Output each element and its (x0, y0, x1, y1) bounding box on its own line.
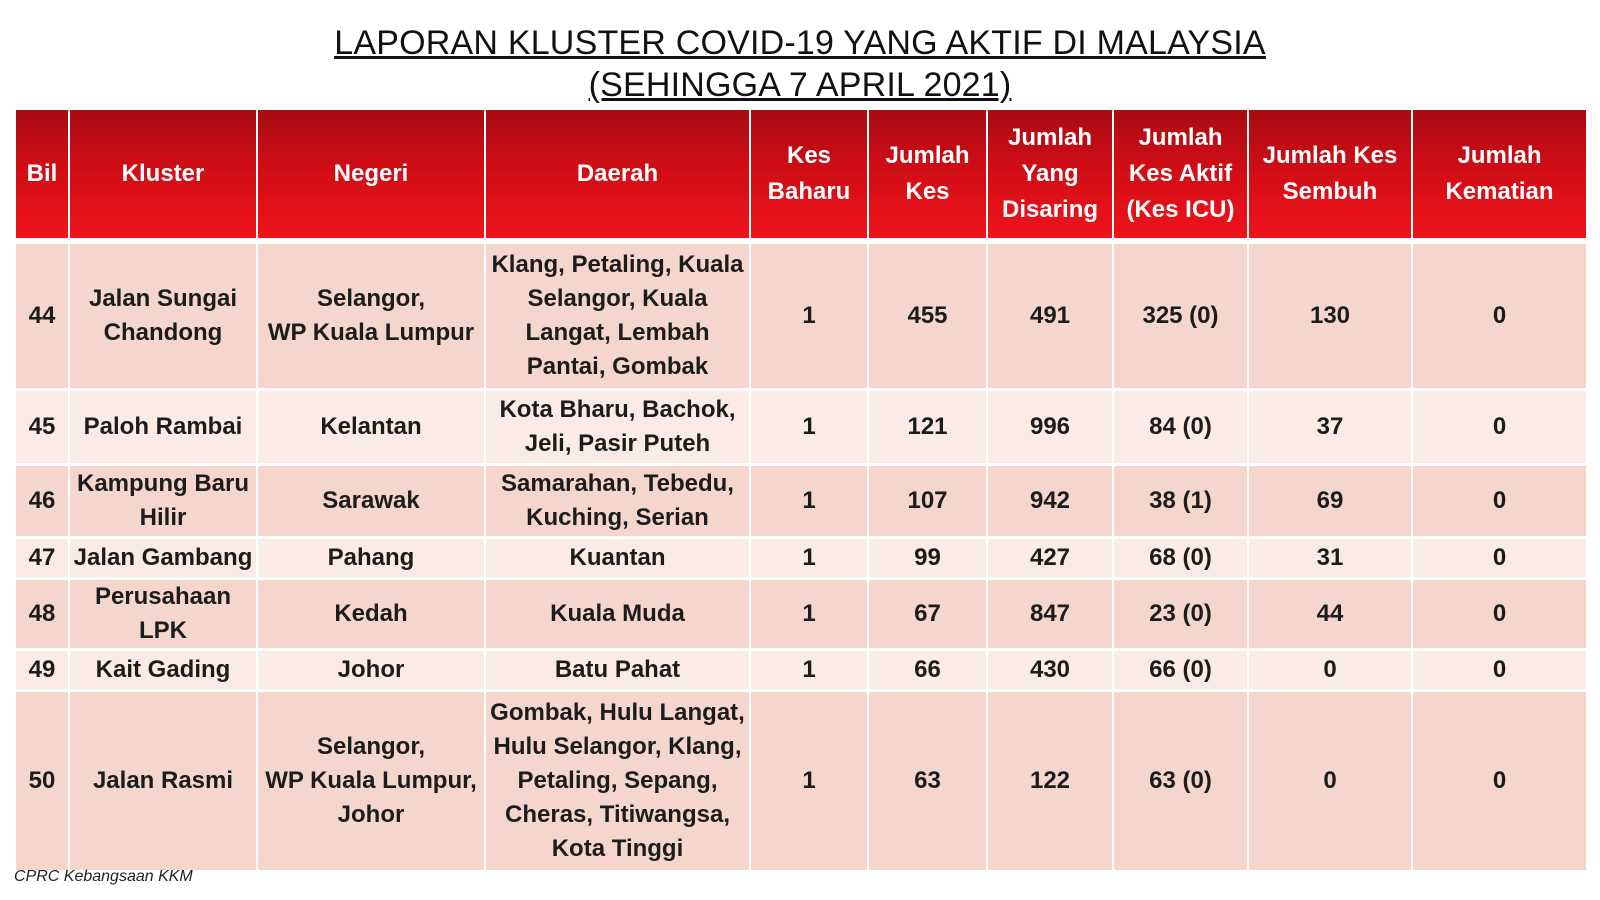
cell-daerah: Kota Bharu, Bachok, Jeli, Pasir Puteh (486, 391, 751, 466)
cell-negeri: Kelantan (258, 391, 486, 466)
cell-kes-sembuh: 31 (1249, 539, 1413, 580)
report-title-line1: LAPORAN KLUSTER COVID-19 YANG AKTIF DI MALAYSIA (334, 24, 1266, 62)
cell-kes-aktif: 63 (0) (1114, 692, 1249, 873)
cell-kes-baharu: 1 (751, 466, 869, 539)
header-jumlah-kes: Jumlah Kes (869, 110, 988, 244)
cell-negeri: Selangor, WP Kuala Lumpur, Johor (258, 692, 486, 873)
cell-jumlah-kes: 455 (869, 244, 988, 391)
cell-kematian: 0 (1413, 244, 1586, 391)
source-footer: CPRC Kebangsaan KKM (14, 868, 193, 885)
cell-kes-sembuh: 37 (1249, 391, 1413, 466)
cell-jumlah-kes: 63 (869, 692, 988, 873)
header-negeri: Negeri (258, 110, 486, 244)
cell-daerah: Kuala Muda (486, 580, 751, 651)
cell-daerah: Klang, Petaling, Kuala Selangor, Kuala Langat, Lembah Pantai, Gombak (486, 244, 751, 391)
cell-daerah: Kuantan (486, 539, 751, 580)
cell-kluster: Paloh Rambai (70, 391, 258, 466)
cell-kes-aktif: 38 (1) (1114, 466, 1249, 539)
cell-kes-baharu: 1 (751, 244, 869, 391)
header-jumlah-disaring: Jumlah Yang Disaring (988, 110, 1114, 244)
table-row (16, 651, 1586, 692)
cell-kes-baharu: 1 (751, 692, 869, 873)
cell-jumlah-kes: 66 (869, 651, 988, 692)
cell-jumlah-disaring: 430 (988, 651, 1114, 692)
table-header-row (16, 110, 1586, 244)
table-row (16, 391, 1586, 466)
cell-bil: 46 (16, 466, 70, 539)
cell-kluster: Jalan Gambang (70, 539, 258, 580)
cell-kematian: 0 (1413, 539, 1586, 580)
cell-jumlah-kes: 121 (869, 391, 988, 466)
header-daerah: Daerah (486, 110, 751, 244)
cell-kes-aktif: 325 (0) (1114, 244, 1249, 391)
header-kes-baharu: Kes Baharu (751, 110, 869, 244)
header-kes-sembuh: Jumlah Kes Sembuh (1249, 110, 1413, 244)
header-kluster: Kluster (70, 110, 258, 244)
cell-kluster: Jalan Sungai Chandong (70, 244, 258, 391)
cell-daerah: Samarahan, Tebedu, Kuching, Serian (486, 466, 751, 539)
cell-daerah: Batu Pahat (486, 651, 751, 692)
cell-kes-sembuh: 130 (1249, 244, 1413, 391)
cell-negeri: Pahang (258, 539, 486, 580)
cell-negeri: Sarawak (258, 466, 486, 539)
cell-daerah: Gombak, Hulu Langat, Hulu Selangor, Klang, Petaling, Sepang, Cheras, Titiwangsa, Kota Tinggi (486, 692, 751, 873)
cell-negeri: Kedah (258, 580, 486, 651)
cell-kes-aktif: 66 (0) (1114, 651, 1249, 692)
table-row (16, 539, 1586, 580)
cell-jumlah-disaring: 847 (988, 580, 1114, 651)
cell-bil: 45 (16, 391, 70, 466)
cell-kematian: 0 (1413, 391, 1586, 466)
cell-kes-baharu: 1 (751, 539, 869, 580)
report-title (0, 22, 1600, 106)
cell-jumlah-disaring: 122 (988, 692, 1114, 873)
cell-kes-sembuh: 44 (1249, 580, 1413, 651)
cell-jumlah-disaring: 427 (988, 539, 1114, 580)
cell-kes-sembuh: 0 (1249, 692, 1413, 873)
header-kematian: Jumlah Kematian (1413, 110, 1586, 244)
cell-jumlah-kes: 107 (869, 466, 988, 539)
cell-jumlah-kes: 67 (869, 580, 988, 651)
cell-jumlah-disaring: 491 (988, 244, 1114, 391)
header-bil: Bil (16, 110, 70, 244)
cell-kes-aktif: 23 (0) (1114, 580, 1249, 651)
cluster-table (16, 110, 1586, 873)
cell-kluster: Perusahaan LPK (70, 580, 258, 651)
cell-kes-baharu: 1 (751, 580, 869, 651)
cell-bil: 48 (16, 580, 70, 651)
cell-kematian: 0 (1413, 651, 1586, 692)
cell-bil: 49 (16, 651, 70, 692)
table-row (16, 580, 1586, 651)
cell-kematian: 0 (1413, 466, 1586, 539)
cell-negeri: Johor (258, 651, 486, 692)
cell-bil: 44 (16, 244, 70, 391)
cell-kluster: Kampung Baru Hilir (70, 466, 258, 539)
cell-kematian: 0 (1413, 580, 1586, 651)
report-title-line2: (SEHINGGA 7 APRIL 2021) (588, 66, 1012, 104)
cell-kes-sembuh: 0 (1249, 651, 1413, 692)
cell-negeri: Selangor, WP Kuala Lumpur (258, 244, 486, 391)
cell-jumlah-disaring: 996 (988, 391, 1114, 466)
cell-kes-aktif: 68 (0) (1114, 539, 1249, 580)
header-kes-aktif: Jumlah Kes Aktif (Kes ICU) (1114, 110, 1249, 244)
cell-kluster: Kait Gading (70, 651, 258, 692)
cell-bil: 50 (16, 692, 70, 873)
cell-jumlah-disaring: 942 (988, 466, 1114, 539)
cell-kes-baharu: 1 (751, 651, 869, 692)
cell-kes-aktif: 84 (0) (1114, 391, 1249, 466)
cell-jumlah-kes: 99 (869, 539, 988, 580)
cell-kluster: Jalan Rasmi (70, 692, 258, 873)
table-row (16, 466, 1586, 539)
cell-kes-baharu: 1 (751, 391, 869, 466)
cell-kematian: 0 (1413, 692, 1586, 873)
table-row (16, 244, 1586, 391)
cell-bil: 47 (16, 539, 70, 580)
table-row (16, 692, 1586, 873)
cell-kes-sembuh: 69 (1249, 466, 1413, 539)
